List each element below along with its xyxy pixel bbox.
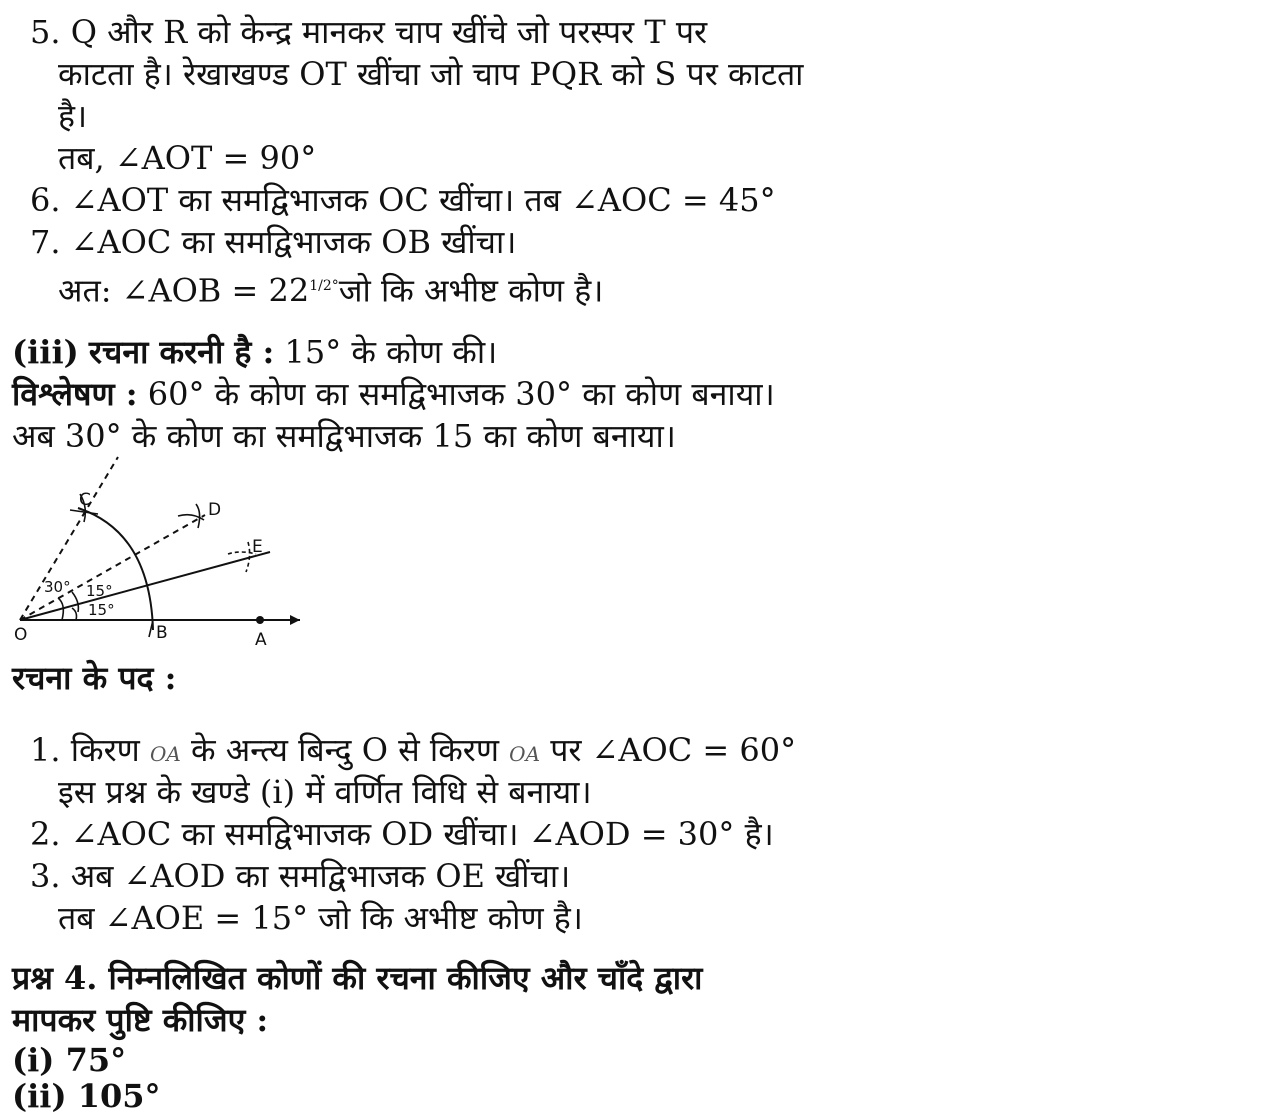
step-5-line-1: 5. Q और R को केन्द्र मानकर चाप खींचे जो परस्पर T पर	[30, 13, 708, 51]
question-4-line-1: प्रश्न 4. निम्नलिखित कोणों की रचना कीजिए और चाँदे द्वारा	[12, 959, 703, 997]
construction-figure	[0, 452, 320, 652]
question-4-item-ii: (ii) 105°	[12, 1077, 161, 1115]
label-e: E	[252, 537, 263, 557]
step-6: 6. ∠AOT का समद्विभाजक OC खींचा। तब ∠AOC = 45°	[30, 181, 776, 219]
label-b: B	[156, 623, 168, 643]
part-iii-label: (iii)	[12, 333, 79, 371]
step-7-result-post: जो कि अभीष्ट कोण है।	[338, 271, 604, 310]
analysis-line-2: अब 30° के कोण का समद्विभाजक 15 का कोण बनाया।	[12, 417, 676, 455]
point-a	[256, 616, 264, 624]
construction-step-3-line-2: तब ∠AOE = 15° जो कि अभीष्ट कोण है।	[58, 899, 583, 937]
step-1-pre: 1. किरण	[30, 731, 150, 769]
step-7-result-pre: अत: ∠AOB = 22	[58, 271, 310, 310]
step-7-result	[58, 266, 603, 311]
step-1-mid: के अन्त्य बिन्दु O से किरण	[180, 731, 510, 769]
part-iii-task-rest: 15° के कोण की।	[274, 333, 498, 371]
step-5-result: तब, ∠AOT = 90°	[58, 139, 317, 177]
analysis-text: 60° के कोण का समद्विभाजक 30° का कोण बनाया।	[137, 375, 775, 413]
ray-oa-vector-2: OA	[509, 742, 541, 766]
construction-step-3-line-1: 3. अब ∠AOD का समद्विभाजक OE खींचा।	[30, 857, 571, 895]
step-5-line-2: काटता है। रेखाखण्ड OT खींचा जो चाप PQR को S पर काटता	[58, 55, 804, 93]
construction-heading: रचना के पद :	[12, 659, 177, 697]
label-c: C	[79, 490, 91, 510]
step-7-fraction: 1/2°	[309, 278, 339, 294]
part-iii-heading	[12, 332, 497, 372]
part-iii-task: रचना करनी है :	[88, 333, 275, 371]
construction-step-1-line-1	[30, 730, 796, 774]
label-angle-15-lower: 15°	[88, 601, 115, 619]
ray-oa-vector-1: OA	[149, 742, 181, 766]
step-5-line-3: है।	[58, 97, 88, 135]
analysis-line-1	[12, 374, 775, 414]
ray-oa-arrowhead	[290, 615, 300, 625]
step-7: 7. ∠AOC का समद्विभाजक OB खींचा।	[30, 223, 517, 261]
angle-arc-15-lower	[72, 608, 77, 620]
label-a: A	[255, 630, 267, 650]
construction-step-2: 2. ∠AOC का समद्विभाजक OD खींचा। ∠AOD = 30° है।	[30, 815, 774, 853]
label-angle-15-upper: 15°	[86, 582, 113, 600]
question-4-item-i: (i) 75°	[12, 1041, 127, 1079]
mark-e-2	[246, 542, 250, 572]
construction-step-1-line-2: इस प्रश्न के खण्डे (i) में वर्णित विधि से बनाया।	[58, 773, 592, 811]
label-angle-30: 30°	[44, 578, 71, 596]
step-1-post: पर ∠AOC = 60°	[540, 731, 797, 769]
question-4-line-2: मापकर पुष्टि कीजिए :	[12, 1001, 269, 1039]
analysis-label: विश्लेषण :	[12, 375, 138, 413]
label-d: D	[208, 500, 222, 520]
label-o: O	[14, 625, 28, 645]
